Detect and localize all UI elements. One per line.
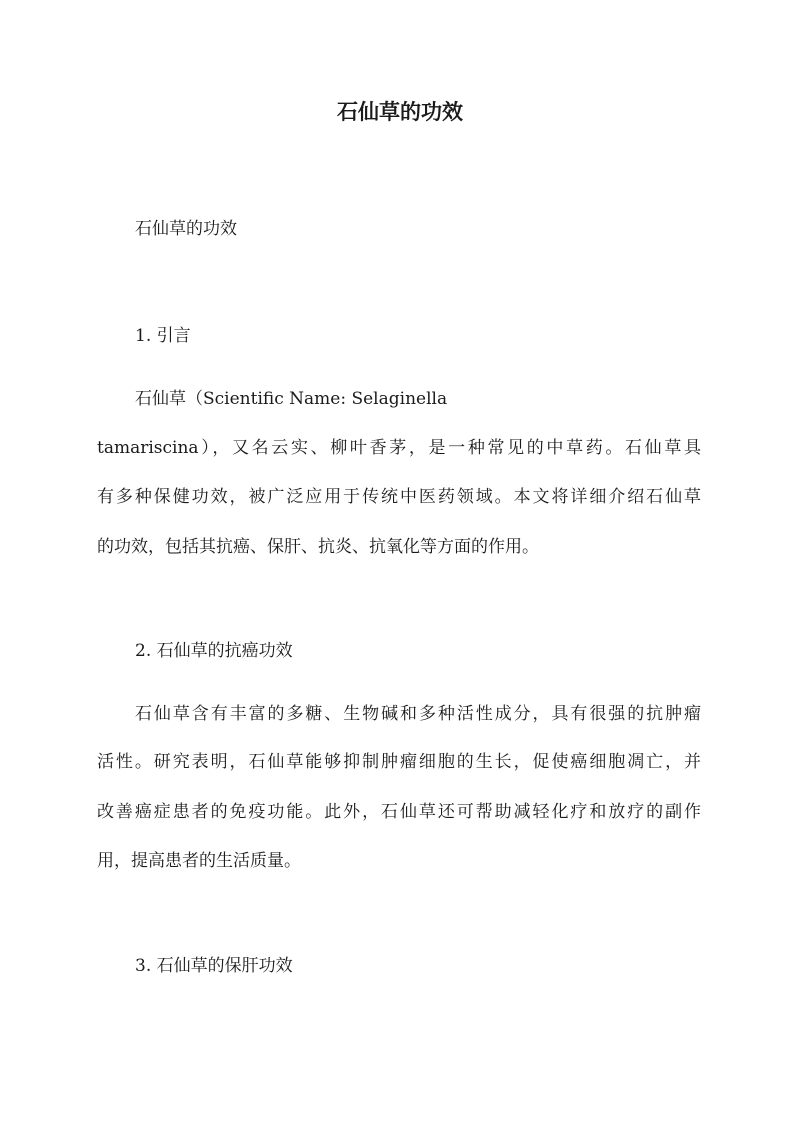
subtitle: 石仙草的功效 xyxy=(135,219,237,239)
section-heading-anticancer: 2. 石仙草的抗癌功效 xyxy=(135,641,293,661)
paragraph-line: tamariscina），又名云实、柳叶香茅，是一种常见的中草药。石仙草具 xyxy=(97,438,701,458)
paragraph-line xyxy=(135,386,447,412)
document-title: 石仙草的功效 xyxy=(337,99,463,124)
section-heading-liver: 3. 石仙草的保肝功效 xyxy=(135,956,293,976)
paragraph-line: 石仙草含有丰富的多糖、生物碱和多种活性成分，具有很强的抗肿瘤 xyxy=(135,704,701,724)
paragraph-line: 活性。研究表明，石仙草能够抑制肿瘤细胞的生长，促使癌细胞凋亡，并 xyxy=(97,752,701,772)
paragraph-line: 的功效，包括其抗癌、保肝、抗炎、抗氧化等方面的作用。 xyxy=(97,537,539,557)
paragraph-line: 改善癌症患者的免疫功能。此外，石仙草还可帮助减轻化疗和放疗的副作 xyxy=(97,802,701,822)
paragraph-line-text: 石仙草（Scientific Name: Selaginella xyxy=(135,389,448,409)
section-heading-intro: 1. 引言 xyxy=(135,326,191,346)
paragraph-line: 有多种保健功效，被广泛应用于传统中医药领域。本文将详细介绍石仙草 xyxy=(97,487,701,507)
paragraph-line: 用，提高患者的生活质量。 xyxy=(97,851,301,871)
